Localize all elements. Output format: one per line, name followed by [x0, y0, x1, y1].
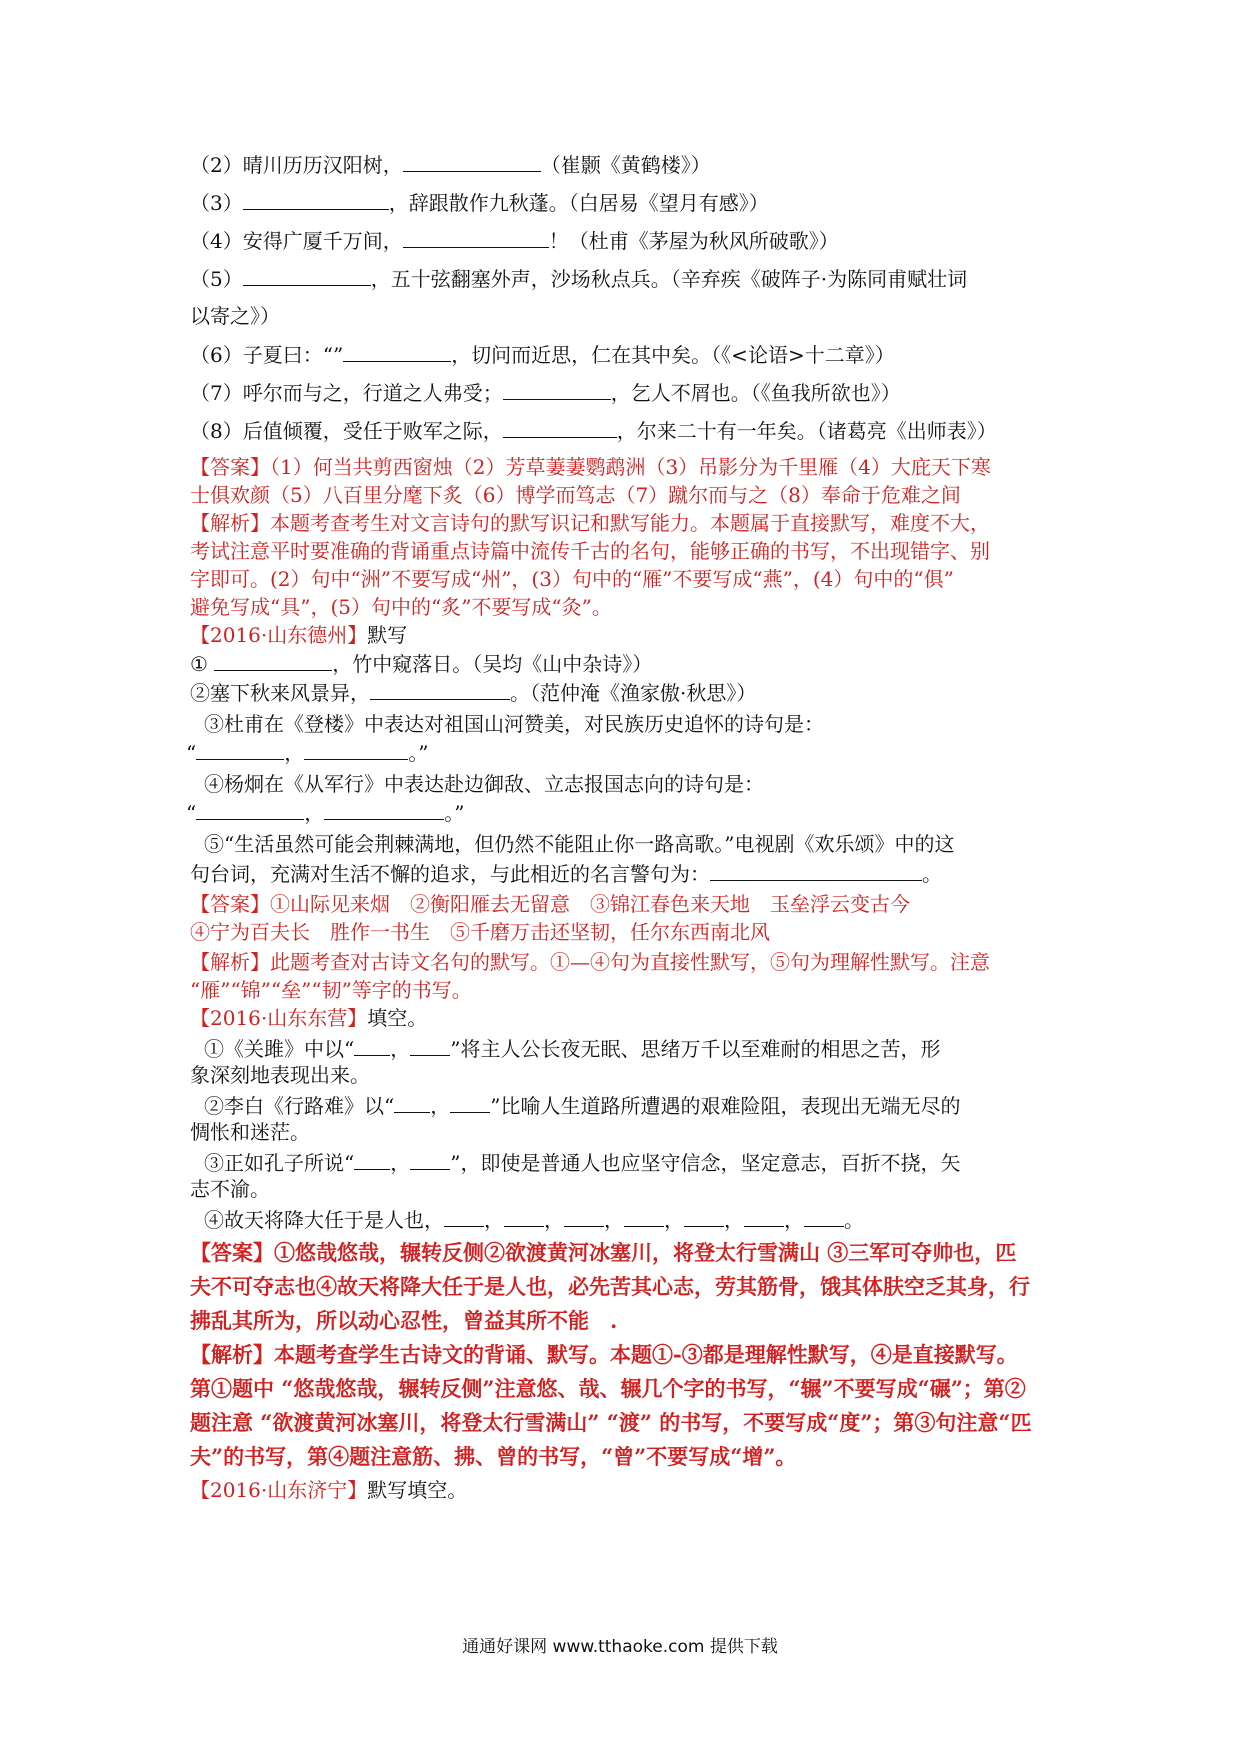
analysis-line: 【解析】本题考查考生对文言诗句的默写识记和默写能力。本题属于直接默写，难度不大，: [190, 511, 990, 535]
dezhou-question-2: ②塞下秋来风景异， 。（范仲淹《渔家傲·秋思》）: [190, 681, 757, 705]
analysis-line: 【解析】此题考查对古诗文名句的默写。①—④句为直接性默写，⑤句为理解性默写。注意: [190, 950, 990, 974]
dezhou-question-1: ① ，竹中窥落日。（吴均《山中杂诗》）: [190, 652, 653, 676]
dezhou-question-5-continued: 句台词，充满对生活不懈的追求，与此相近的名言警句为： 。: [190, 862, 942, 886]
answer-blank[interactable]: [196, 801, 304, 820]
answer-blank[interactable]: [804, 1208, 844, 1227]
dezhou-question-3-blanks: “ ， 。”: [186, 741, 429, 765]
question-3: （3） ，辞跟散作九秋蓬。（白居易《望月有感》）: [190, 191, 769, 215]
answer-line: 士俱欢颜（5）八百里分麾下炙（6）博学而笃志（7）蹴尔而与之（8）奉命于危难之间: [190, 483, 961, 507]
answer-line: 【答案】（1）何当共剪西窗烛（2）芳草萋萋鹦鹉洲（3）吊影分为千里雁（4）大庇天下寒: [190, 455, 991, 479]
answer-blank[interactable]: [503, 381, 611, 400]
page-footer: 通通好课网 www.tthaoke.com 提供下载: [462, 1637, 778, 1657]
dezhou-question-4: ④杨炯在《从军行》中表达赴边御敌、立志报国志向的诗句是：: [204, 772, 764, 796]
answer-blank[interactable]: [343, 343, 451, 362]
question-7: （7）呼尔而与之，行道之人弗受； ，乞人不屑也。（《鱼我所欲也》）: [190, 381, 901, 405]
answer-line: 拂乱其所为，所以动心忍性，曾益其所不能 .: [190, 1308, 618, 1333]
answer-line: 夫不可夺志也④故天将降大任于是人也，必先苦其心志，劳其筋骨，饿其体肤空乏其身，行: [190, 1274, 1030, 1299]
dongying-question-3-continued: 志不渝。: [190, 1177, 270, 1201]
analysis-line: 夫”的书写，第④题注意筋、拂、曾的书写，“曾”不要写成“增”。: [190, 1444, 797, 1469]
analysis-line: 第①题中 “悠哉悠哉，辗转反侧”注意悠、哉、辗几个字的书写，“辗”不要写成“碾”；第②: [190, 1376, 1026, 1401]
answer-blank[interactable]: [324, 801, 444, 820]
question-6: （6）子夏曰：“” ，切问而近思，仁在其中矣。（《<论语>十二章》）: [190, 343, 895, 367]
analysis-line: “雁”“锦”“垒”“韧”等字的书写。: [190, 978, 472, 1002]
dongying-question-1-continued: 象深刻地表现出来。: [190, 1063, 370, 1087]
answer-blank[interactable]: [710, 862, 922, 881]
dongying-question-2-continued: 惆怅和迷茫。: [190, 1120, 310, 1144]
dongying-question-2: ②李白《行路难》以“ ， ”比喻人生道路所遭遇的艰难险阻，表现出无端无尽的: [204, 1094, 961, 1118]
answer-blank[interactable]: [744, 1208, 784, 1227]
answer-blank[interactable]: [214, 652, 332, 671]
answer-blank[interactable]: [394, 1094, 430, 1113]
answer-blank[interactable]: [444, 1208, 484, 1227]
question-2: （2）晴川历历汉阳树， （崔颢《黄鹤楼》）: [190, 153, 711, 177]
answer-blank[interactable]: [410, 1151, 450, 1170]
dezhou-question-5: ⑤“生活虽然可能会荆棘满地，但仍然不能阻止你一路高歌。”电视剧《欢乐颂》中的这: [204, 832, 955, 856]
question-4: （4）安得广厦千万间， ！（杜甫《茅屋为秋风所破歌》）: [190, 229, 839, 253]
question-8: （8）后值倾覆，受任于败军之际， ，尔来二十有一年矣。（诸葛亮《出师表》）: [190, 419, 997, 443]
dongying-question-3: ③正如孔子所说“ ， ”，即使是普通人也应坚守信念，坚定意志，百折不挠，矢: [204, 1151, 961, 1175]
answer-blank[interactable]: [304, 741, 408, 760]
dezhou-question-4-blanks: “ ， 。”: [186, 801, 465, 825]
dezhou-question-3: ③杜甫在《登楼》中表达对祖国山河赞美，对民族历史追怀的诗句是：: [204, 712, 824, 736]
answer-blank[interactable]: [354, 1037, 390, 1056]
answer-blank[interactable]: [624, 1208, 664, 1227]
analysis-line: 【解析】本题考查学生古诗文的背诵、默写。本题①-③都是理解性默写，④是直接默写。: [190, 1342, 1018, 1367]
analysis-line: 避免写成“具”，(5）句中的“炙”不要写成“灸”。: [190, 595, 612, 619]
answer-blank[interactable]: [403, 229, 549, 248]
section-heading-jining: 【2016·山东济宁】默写填空。: [190, 1478, 468, 1502]
section-heading-dezhou: 【2016·山东德州】默写: [190, 623, 408, 647]
analysis-line: 字即可。(2）句中“洲”不要写成“州”，(3）句中的“雁”不要写成“燕”，(4）句中的“俱”: [190, 567, 954, 591]
answer-blank[interactable]: [196, 741, 284, 760]
dongying-question-1: ①《关雎》中以“ ， ”将主人公长夜无眠、思绪万千以至难耐的相思之苦，形: [204, 1037, 941, 1061]
section-heading-dongying: 【2016·山东东营】填空。: [190, 1006, 428, 1030]
answer-blank[interactable]: [450, 1094, 490, 1113]
question-5-continued: 以寄之》）: [190, 304, 280, 328]
answer-line: ④宁为百夫长 胜作一书生 ⑤千磨万击还坚韧，任尔东西南北风: [190, 920, 770, 944]
answer-blank[interactable]: [503, 419, 617, 438]
answer-blank[interactable]: [684, 1208, 724, 1227]
answer-blank[interactable]: [370, 681, 510, 700]
answer-blank[interactable]: [243, 191, 389, 210]
answer-blank[interactable]: [243, 267, 371, 286]
question-5: （5） ，五十弦翻塞外声，沙场秋点兵。（辛弃疾《破阵子·为陈同甫赋壮词: [190, 267, 968, 291]
answer-blank[interactable]: [354, 1151, 390, 1170]
answer-line: 【答案】①山际见来烟 ②衡阳雁去无留意 ③锦江春色来天地 玉垒浮云变古今: [190, 892, 910, 916]
answer-blank[interactable]: [504, 1208, 544, 1227]
answer-blank[interactable]: [564, 1208, 604, 1227]
answer-blank[interactable]: [410, 1037, 450, 1056]
analysis-line: 题注意 “欲渡黄河冰塞川，将登太行雪满山” “渡” 的书写，不要写成“度”；第③句注意“匹: [190, 1410, 1032, 1435]
dongying-question-4: ④故天将降大任于是人也， ， ， ， ， ， ， 。: [204, 1208, 864, 1232]
analysis-line: 考试注意平时要准确的背诵重点诗篇中流传千古的名句，能够正确的书写，不出现错字、别: [190, 539, 990, 563]
answer-line: 【答案】①悠哉悠哉，辗转反侧②欲渡黄河冰塞川，将登太行雪满山 ③三军可夺帅也，匹: [190, 1240, 1017, 1265]
answer-blank[interactable]: [403, 153, 541, 172]
